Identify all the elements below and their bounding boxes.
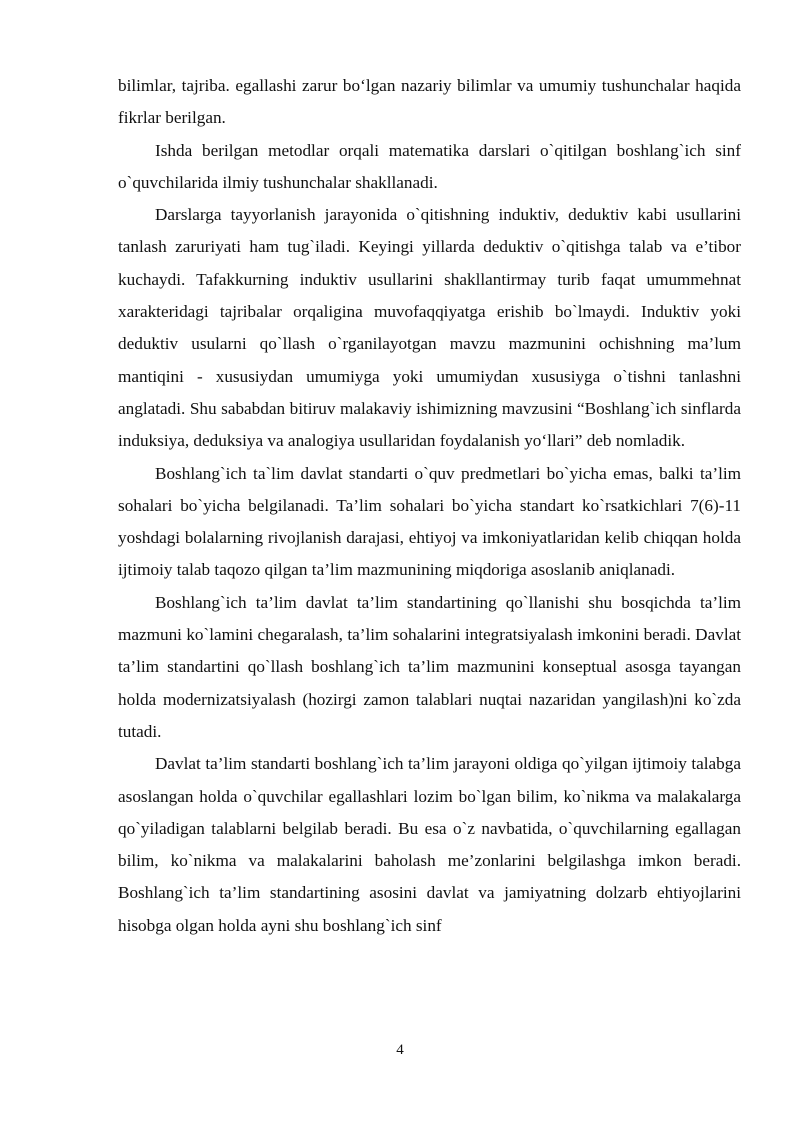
paragraph-standard-application: Boshlang`ich ta’lim davlat ta’lim standartining qo`llanishi shu bosqichda ta’lim mazmuni ko`lamini chegaralash, ta’lim sohalarini integratsiyalash imkonini beradi. Davlat ta’lim standartini qo`llash boshlang`ich ta’lim mazmunini konseptual asosga tayangan holda modernizatsiyalash (hozirgi zamon talablari nuqtai nazaridan yangilash)ni ko`zda tutadi. bbox=[118, 592, 741, 741]
page-number: 4 bbox=[396, 1042, 404, 1058]
paragraph-continuation: bilimlar, tajriba. egallashi zarur bo‘lgan nazariy bilimlar va umumiy tushunchalar haqida fikrlar berilgan. bbox=[118, 76, 741, 128]
paragraph-standard-subjects: Boshlang`ich ta`lim davlat standarti o`quv predmetlari bo`yicha emas, balki ta’lim sohalari bo`yicha belgilanadi. Ta’lim sohalari bo`yicha standart ko`rsatkichlari 7(6)-11 yoshdagi bolalarning rivojlanish darajasi, ehtiyoj va imkoniyatlaridan kelib chiqqan holda ijtimoiy talab taqozo qilgan ta’lim mazmunining miqdoriga asoslanib aniqlanadi. bbox=[118, 463, 741, 580]
document-body bbox=[118, 70, 741, 942]
paragraph-inductive-deductive: Darslarga tayyorlanish jarayonida o`qitishning induktiv, deduktiv kabi usullarini tanlash zaruriyati ham tug`iladi. Keyingi yillarda deduktiv o`qitishga talab va e’tibor kuchaydi. Tafakkurning induktiv usullarini shakllantirmay turib faqat umummehnat xarakteridagi tajribalar orqaligina muvofaqqiyatga erishib bo`lmaydi. Induktiv yoki deduktiv usularni qo`llash o`rganilayotgan mavzu mazmunini ochishning ma’lum mantiqini - xususiydan umumiyga yoki umumiydan xususiyga o`tishni tanlashni anglatadi. Shu sababdan bitiruv malakaviy ishimizning mavzusini “Boshlang`ich sinflarda induksiya, deduksiya va analogiya usullaridan foydalanish yo‘llari” deb nomladik. bbox=[118, 205, 741, 451]
paragraph-standard-requirements: Davlat ta’lim standarti boshlang`ich ta’lim jarayoni oldiga qo`yilgan ijtimoiy talabga asoslangan holda o`quvchilar egallashlari lozim bo`lgan bilim, ko`nikma va malakalarga qo`yiladigan talablarni belgilab beradi. Bu esa o`z navbatida, o`quvchilarning egallagan bilim, ko`nikma va malakalarini baholash me’zonlarini belgilashga imkon beradi. Boshlang`ich ta’lim standartining asosini davlat va jamiyatning dolzarb ehtiyojlarini hisobga olgan holda ayni shu boshlang`ich sinf bbox=[118, 754, 741, 935]
paragraph-methods: Ishda berilgan metodlar orqali matematika darslari o`qitilgan boshlang`ich sinf o`quvchilarida ilmiy tushunchalar shakllanadi. bbox=[118, 140, 741, 192]
